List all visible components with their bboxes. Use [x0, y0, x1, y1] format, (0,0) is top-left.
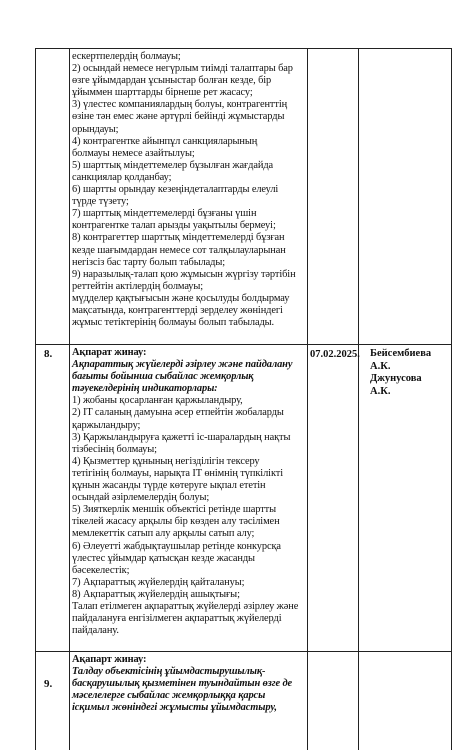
row8-heading: Ақпарат жинау:	[72, 347, 147, 358]
text-line: 4) контрагентке айынпұл санкцияларының	[72, 135, 258, 147]
row-divider-7-8	[35, 344, 452, 345]
text-line: 7) Ақпараттық жүйелердің қайталануы;	[72, 576, 245, 588]
text-line: 2) осындай немесе негүрлым тиімді талаптары бар	[72, 63, 293, 75]
text-line: тетігінің болмауы, нарықта IT өнімнің түпкілікті	[72, 467, 283, 479]
text-line: осындай әзірлемелердің болуы;	[72, 492, 210, 504]
row8-date: 07.02.2025.	[310, 349, 360, 360]
text-line: ескертпелердің болмауы;	[72, 51, 181, 62]
row9-heading: Ақапарт жинау:	[72, 654, 147, 665]
row8-content	[72, 347, 298, 637]
text-line: 5) Зияткерлік меншік объектісі ретінде шартты	[72, 504, 276, 516]
responsible-name: Джунусова	[370, 373, 422, 384]
text-line: пайдалану.	[72, 625, 119, 637]
text-line: ұйыммен шарттарды бірнеше рет жасасу;	[72, 87, 253, 99]
row8-number: 8.	[44, 348, 53, 360]
col-divider-responsible	[358, 48, 359, 750]
text-line: басқарушылық қызметінен туындайтын өзге де	[72, 678, 293, 690]
responsible-name: Бейсембиева	[370, 348, 432, 359]
responsible-initials: А.К.	[370, 360, 391, 372]
row-divider-8-9	[35, 651, 452, 652]
text-line: пайдалануға енгізілмеген ақпараттық жүйелерді	[72, 613, 282, 625]
text-line: болмауы немесе азайтылуы;	[72, 147, 195, 159]
text-line: 5) шарттық міндеттемелер бұзылған жағдайда	[72, 159, 274, 171]
text-line: контрагентке талап арызды уақытылы бермеуі;	[72, 220, 276, 232]
text-line: кезде шағымдардан немесе сот талқылауларынан	[72, 244, 286, 256]
text-line: 8) Ақпараттық жүйелердің ашықтығы;	[72, 588, 240, 600]
responsible-initials: А.К.	[370, 385, 391, 397]
text-line: өзге ұйымдардан ұсыныстар болған кезде, бір	[72, 75, 272, 87]
text-line: Ақпараттық жүйелерді әзірлеу және пайдалану	[72, 359, 293, 371]
text-line: мүдделер қақтығысын және қосылуды болдырмау	[72, 292, 290, 304]
text-line: 9) наразылық-талап қою жұмысын жүргізу тәртібін	[72, 268, 296, 280]
text-line: 4) Қызметтер құнының негізділігін тексеру	[72, 455, 260, 467]
text-line: тікелей жасасу арқылы бір көзден алу тәсілімен	[72, 516, 280, 528]
text-line: бағыты бойынша сыбайлас жемқорлық	[72, 371, 254, 383]
text-line: ісқимыл жөніндегі жұмысты ұйымдастыру,	[72, 702, 277, 714]
text-line: 3) үлестес компаниялардың болуы, контрагенттің	[72, 99, 288, 111]
text-line: мәселелерге сыбайлас жемқорлыққа қарсы	[72, 690, 266, 702]
text-line: 7) шарттық міндеттемелерді бұзғаны үшін	[72, 208, 257, 220]
row7-content	[72, 51, 296, 329]
text-line: 8) контрагеттер шарттық міндеттемелерді бұзған	[72, 232, 285, 244]
text-line: санкциялар қолданбау;	[72, 171, 172, 183]
col-divider-number	[69, 48, 70, 750]
row9-content	[72, 654, 292, 714]
text-line: бәсекелестік;	[72, 564, 130, 576]
table-top-border	[35, 48, 452, 49]
text-line: жұмыс тетіктерінің болмауы болып табылады.	[72, 317, 275, 329]
text-line: 3) Қаржыландыруға қажетті іс-шаралардың нақты	[72, 431, 291, 443]
text-line: тәуекелдерінің индикаторлары:	[72, 383, 218, 395]
col-divider-date	[307, 48, 308, 750]
text-line: мемлекеттік сатып алу арқылы сатып алу;	[72, 528, 255, 540]
text-line: мақсатында, контрагенттерді зерделеу жөніндегі	[72, 304, 283, 316]
text-line: қаржыландыру;	[72, 419, 141, 431]
row9-number: 9.	[44, 678, 53, 690]
text-line: 1) жобаны қосарланған қаржыландыру,	[72, 395, 243, 407]
text-line: тізбесінің болмауы;	[72, 443, 157, 455]
text-line: Талап етілмеген ақпараттық жүйелерді әзірлеу және	[72, 600, 299, 612]
table-right-border	[451, 48, 452, 750]
text-line: құнын жасанды түрде көтеруге ықпал ететін	[72, 480, 266, 492]
text-line: үлестес ұйымдар қатысқан кезде жасанды	[72, 552, 255, 564]
text-line: негізсіз бас тарту болып табылады;	[72, 256, 226, 268]
text-line: 6) шартты орындау кезеңіндеталаптарды елеулі	[72, 184, 279, 196]
text-line: реттейтін актілердің болмауы;	[72, 280, 204, 292]
text-line: түрде түзету;	[72, 196, 129, 208]
text-line: Талдау объектісінің ұйымдастырушылық-	[72, 666, 266, 678]
text-line: орындауы;	[72, 123, 119, 135]
text-line: 6) Әлеуетті жабдықтаушылар ретінде конкурсқа	[72, 540, 281, 552]
table-left-border	[35, 48, 36, 750]
text-line: өзіне тән емес және әртүрлі бейінді жұмыстарды	[72, 111, 285, 123]
row8-responsible	[370, 348, 431, 398]
text-line: 2) IT саланың дамуына әсер етпейтін жобаларды	[72, 407, 284, 419]
